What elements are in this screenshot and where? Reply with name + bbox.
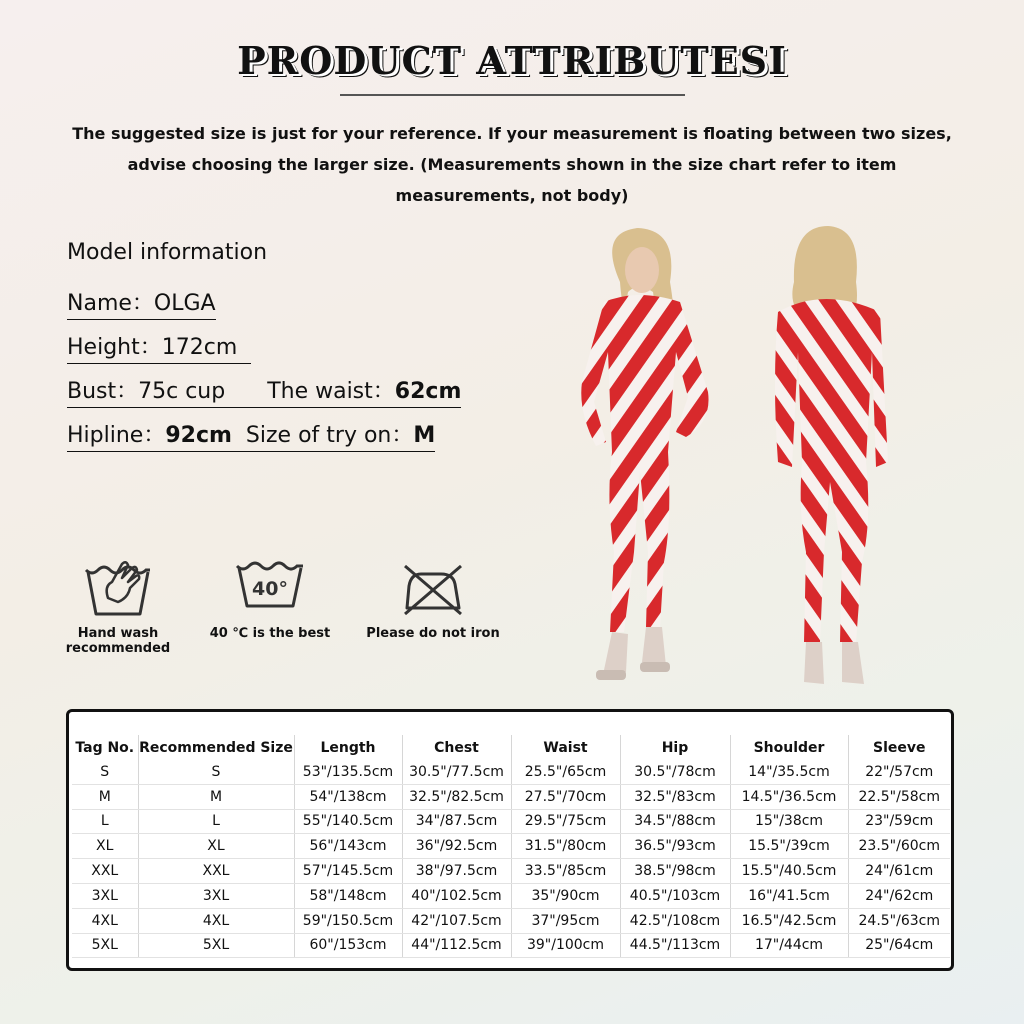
cell-length: 56"/143cm (294, 834, 402, 859)
cell-chest: 40"/102.5cm (402, 883, 511, 908)
model-waist-value: 62cm (394, 379, 462, 404)
cell-chest: 38"/97.5cm (402, 859, 511, 884)
cell-chest: 32.5"/82.5cm (402, 784, 511, 809)
cell-hip: 34.5"/88cm (620, 809, 730, 834)
cell-shoulder: 14"/35.5cm (730, 760, 848, 784)
model-height-line (67, 330, 251, 364)
cell-length: 60"/153cm (294, 933, 402, 958)
table-row (72, 908, 950, 933)
table-row (72, 809, 950, 834)
cell-waist: 35"/90cm (511, 883, 620, 908)
cell-shoulder: 15"/38cm (730, 809, 848, 834)
cell-chest: 30.5"/77.5cm (402, 760, 511, 784)
header-length: Length (294, 735, 402, 760)
cell-recommended-size: 5XL (138, 933, 294, 958)
cell-tag: XL (72, 834, 138, 859)
page-title: PRODUCT ATTRIBUTESI (237, 38, 787, 83)
care-hand-wash (58, 558, 178, 656)
model-name-line (67, 286, 216, 320)
cell-waist: 27.5"/70cm (511, 784, 620, 809)
model-name-value: OLGA (153, 291, 216, 316)
wash-40-degrees-icon (233, 560, 307, 612)
no-iron-icon (401, 562, 465, 616)
cell-length: 58"/148cm (294, 883, 402, 908)
cell-length: 57"/145.5cm (294, 859, 402, 884)
cell-hip: 32.5"/83cm (620, 784, 730, 809)
cell-hip: 42.5"/108cm (620, 908, 730, 933)
no-iron-label: Please do not iron (366, 626, 500, 641)
cell-hip: 30.5"/78cm (620, 760, 730, 784)
model-info-heading: Model information (67, 240, 268, 265)
cell-waist: 37"/95cm (511, 908, 620, 933)
cell-chest: 42"/107.5cm (402, 908, 511, 933)
cell-sleeve: 24"/62cm (848, 883, 950, 908)
cell-hip: 44.5"/113cm (620, 933, 730, 958)
table-row (72, 883, 950, 908)
cell-recommended-size: M (138, 784, 294, 809)
model-front-photo (568, 222, 728, 700)
header-shoulder: Shoulder (730, 735, 848, 760)
cell-shoulder: 15.5"/39cm (730, 834, 848, 859)
cell-shoulder: 16.5"/42.5cm (730, 908, 848, 933)
header-chest: Chest (402, 735, 511, 760)
hand-wash-line2: recommended (65, 641, 171, 656)
cell-tag: XXL (72, 859, 138, 884)
cell-hip: 40.5"/103cm (620, 883, 730, 908)
model-bust-waist-line (67, 374, 461, 408)
table-row (72, 760, 950, 784)
cell-recommended-size: S (138, 760, 294, 784)
cell-tag: 5XL (72, 933, 138, 958)
model-hip-value: 92cm (165, 423, 232, 448)
model-try-size-label: Size of try on： (245, 423, 414, 448)
cell-length: 59"/150.5cm (294, 908, 402, 933)
model-bust-value: 75c cup (138, 379, 226, 404)
model-hip-label: Hipline： (67, 423, 166, 448)
cell-chest: 44"/112.5cm (402, 933, 511, 958)
table-row (72, 933, 950, 958)
temperature-label: 40 ℃ is the best (209, 626, 331, 641)
header-tag-no: Tag No. (75, 739, 135, 756)
cell-length: 54"/138cm (294, 784, 402, 809)
table-row (72, 834, 950, 859)
cell-length: 55"/140.5cm (294, 809, 402, 834)
cell-shoulder: 15.5"/40.5cm (730, 859, 848, 884)
model-waist-label: The waist： (267, 379, 395, 404)
model-bust-label: Bust： (67, 379, 139, 404)
cell-recommended-size: XXL (138, 859, 294, 884)
care-temperature (205, 560, 335, 641)
hand-wash-icon (82, 558, 154, 620)
cell-recommended-size: 4XL (138, 908, 294, 933)
cell-tag: 3XL (72, 883, 138, 908)
hand-wash-line1: Hand wash (77, 626, 159, 641)
model-height-value: 172cm (161, 335, 238, 360)
header-waist: Waist (511, 735, 620, 760)
model-back-photo (764, 222, 924, 700)
cell-chest: 34"/87.5cm (402, 809, 511, 834)
model-try-size-value: M (413, 423, 436, 448)
table-row (72, 784, 950, 809)
cell-hip: 38.5"/98cm (620, 859, 730, 884)
cell-hip: 36.5"/93cm (620, 834, 730, 859)
cell-waist: 31.5"/80cm (511, 834, 620, 859)
cell-sleeve: 22.5"/58cm (848, 784, 950, 809)
cell-chest: 36"/92.5cm (402, 834, 511, 859)
size-chart-header-row (72, 735, 950, 760)
cell-tag: L (72, 809, 138, 834)
cell-waist: 25.5"/65cm (511, 760, 620, 784)
cell-shoulder: 16"/41.5cm (730, 883, 848, 908)
cell-recommended-size: L (138, 809, 294, 834)
cell-tag: M (72, 784, 138, 809)
cell-sleeve: 24.5"/63cm (848, 908, 950, 933)
wash-temp-value: 40° (252, 578, 288, 600)
cell-recommended-size: XL (138, 834, 294, 859)
cell-waist: 33.5"/85cm (511, 859, 620, 884)
cell-shoulder: 14.5"/36.5cm (730, 784, 848, 809)
cell-sleeve: 24"/61cm (848, 859, 950, 884)
model-name-label: Name： (67, 291, 154, 316)
cell-waist: 39"/100cm (511, 933, 620, 958)
size-chart-table (72, 735, 950, 958)
care-no-iron (363, 562, 503, 641)
header-recommended-size: Recommended Size (138, 735, 294, 760)
size-chart (66, 709, 954, 971)
cell-sleeve: 23.5"/60cm (848, 834, 950, 859)
cell-sleeve: 23"/59cm (848, 809, 950, 834)
table-row (72, 859, 950, 884)
model-hip-size-line (67, 418, 435, 452)
cell-tag: S (72, 760, 138, 784)
cell-recommended-size: 3XL (138, 883, 294, 908)
model-height-label: Height： (67, 335, 162, 360)
title-underline (340, 94, 685, 96)
cell-shoulder: 17"/44cm (730, 933, 848, 958)
size-advice-text: The suggested size is just for your reference. If your measurement is floating between two sizes, advise choosing the larger size. (Measurements shown in the size chart refer to item measurements, not body) (72, 124, 952, 205)
cell-length: 53"/135.5cm (294, 760, 402, 784)
cell-sleeve: 25"/64cm (848, 933, 950, 958)
cell-sleeve: 22"/57cm (848, 760, 950, 784)
header-sleeve: Sleeve (848, 735, 950, 760)
header-hip: Hip (620, 735, 730, 760)
cell-tag: 4XL (72, 908, 138, 933)
cell-waist: 29.5"/75cm (511, 809, 620, 834)
